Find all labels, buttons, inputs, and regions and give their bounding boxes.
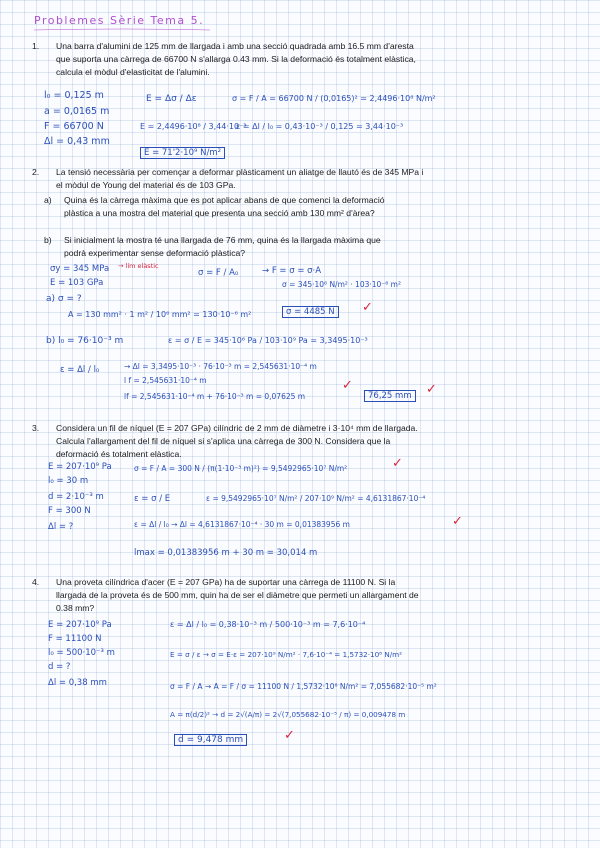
p1-given-2: F = 66700 N — [44, 121, 104, 132]
p3-given-3: F = 300 N — [48, 506, 91, 516]
p2-b4: → Δl = 3,3495·10⁻³ · 76·10⁻³ m = 2,545631·10⁻⁴ m — [124, 362, 317, 371]
p4-given-3: d = ? — [48, 662, 71, 672]
p1-answer: E = 71'2·10⁹ N/m² — [140, 147, 225, 159]
problem-number: 1. — [32, 41, 40, 51]
p2-b2: ε = σ / E = 345·10⁶ Pa / 103·10⁹ Pa = 3,3495·10⁻³ — [168, 336, 368, 345]
p2-b3: ε = Δl / l₀ — [60, 365, 100, 375]
p4-given-2: l₀ = 500·10⁻³ m — [48, 648, 115, 658]
p3-s5: lmax = 0,01383956 m + 30 m = 30,014 m — [134, 548, 318, 558]
problem-2-b-label: b) — [44, 235, 52, 245]
problem-number: 2. — [32, 167, 40, 177]
problem-4 — [32, 576, 432, 618]
p2-b-answer: 76,25 mm — [364, 390, 416, 402]
p2-b6: lf = 2,545631·10⁻⁴ m + 76·10⁻³ m = 0,07625 m — [124, 392, 306, 401]
p4-given-4: Δl = 0,38 mm — [48, 678, 107, 688]
p4-s2: E = σ / ε → σ = E·ε = 207·10⁹ N/m² · 7,6·10⁻⁴ = 1,5732·10⁸ N/m² — [170, 650, 403, 659]
check-icon: ✓ — [426, 382, 437, 397]
p4-given-1: F = 11100 N — [48, 634, 102, 644]
p3-s3: ε = 9,5492965·10⁷ N/m² / 207·10⁹ N/m² = 4,6131867·10⁻⁴ — [206, 494, 426, 503]
p2-a-answer: σ = 4485 N — [282, 306, 339, 318]
p3-s4: ε = Δl / l₀ → Δl = 4,6131867·10⁻⁴ · 30 m = 0,01383956 m — [134, 520, 350, 529]
p2-b5: l f = 2,545631·10⁻⁴ m — [124, 376, 207, 385]
p2-g1: σy = 345 MPa — [50, 264, 110, 274]
problem-1 — [32, 40, 432, 82]
check-icon: ✓ — [342, 378, 353, 393]
problem-2-b-text: Si inicialment la mostra té una llargada de 76 mm, quina és la llargada màxima que podrà experimentar sense deformació plàstica? — [64, 235, 381, 258]
p3-s2: ε = σ / E — [134, 494, 171, 504]
p4-answer: d = 9,478 mm — [174, 734, 247, 746]
problem-number: 3. — [32, 423, 40, 433]
p3-given-2: d = 2·10⁻³ m — [48, 492, 104, 502]
page-title: Problemes Sèrie Tema 5. — [34, 14, 205, 27]
p3-s1: σ = F / A = 300 N / (π(1·10⁻³ m)²) = 9,5492965·10⁷ N/m² — [134, 464, 348, 473]
p4-s4: A = π(d/2)² → d = 2√(A/π) = 2√(7,055682·10⁻⁵ / π) = 0,009478 m — [170, 710, 406, 719]
p2-b1: b) l₀ = 76·10⁻³ m — [46, 336, 124, 346]
p2-s2: → F = σ = σ·A — [262, 266, 322, 276]
problem-2-a-text: Quina és la càrrega màxima que es pot aplicar abans de que comenci la deformació plàstica a una mostra del material que presenta una secció amb 130 mm² d'àrea? — [64, 195, 385, 218]
check-icon: ✓ — [284, 728, 295, 743]
problem-text: Una barra d'alumini de 125 mm de llargada i amb una secció quadrada amb 16.5 mm d'aresta que suporta una càrrega de 66700 N s'allarga 0.43 mm. Si la deformació és totalment elàstica, calcula el mòdul d'elasticitat de l'alumini. — [56, 41, 416, 77]
p2-a-question: a) σ = ? — [46, 294, 82, 304]
p3-given-4: Δl = ? — [48, 522, 74, 532]
problem-number: 4. — [32, 577, 40, 587]
problem-3 — [32, 422, 432, 464]
p2-s1: σ = F / A₀ — [198, 268, 239, 278]
p1-e2: σ = F / A = 66700 N / (0,0165)² = 2,4496·10⁸ N/m² — [232, 94, 436, 103]
p1-e3: E = 2,4496·10⁸ / 3,44·10⁻³ — [140, 122, 247, 131]
check-icon: ✓ — [392, 456, 403, 471]
p1-given-1: a = 0,0165 m — [44, 106, 110, 117]
problem-text: La tensió necessària per començar a deformar plàsticament un aliatge de llautó és de 345 MPa i el mòdul de Young del material és de 103 GPa. — [56, 167, 424, 190]
p1-given-3: Δl = 0,43 mm — [44, 136, 110, 147]
p4-s1: ε = Δl / l₀ = 0,38·10⁻³ m / 500·10⁻³ m = 7,6·10⁻⁴ — [170, 620, 366, 629]
problem-2 — [32, 166, 432, 194]
p2-s3: σ = 345·10⁶ N/m² · 103·10⁻⁶ m² — [282, 280, 401, 289]
p3-given-0: E = 207·10⁹ Pa — [48, 462, 112, 472]
p2-a-area: A = 130 mm² · 1 m² / 10⁶ mm² = 130·10⁻⁶ m² — [68, 310, 252, 319]
check-icon: ✓ — [452, 514, 463, 529]
p3-given-1: l₀ = 30 m — [48, 476, 89, 486]
p1-given-0: l₀ = 0,125 m — [44, 90, 104, 101]
problem-text: Una proveta cilíndrica d'acer (E = 207 GPa) ha de suportar una càrrega de 11100 N. Si la llargada de la proveta és de 500 mm, quin ha de ser el diàmetre que permeti un allargament de 0.38 mm? — [56, 577, 419, 613]
check-icon: ✓ — [362, 300, 373, 315]
p1-e1: E = Δσ / Δε — [146, 94, 197, 104]
p4-s3: σ = F / A → A = F / σ = 11100 N / 1,5732·10⁸ N/m² = 7,055682·10⁻⁵ m² — [170, 682, 437, 691]
p4-given-0: E = 207·10⁹ Pa — [48, 620, 112, 630]
p2-g2: E = 103 GPa — [50, 278, 104, 288]
p2-lim: → lím elàstic — [118, 262, 159, 270]
problem-2-a-label: a) — [44, 195, 52, 205]
p1-e4: ε = Δl / l₀ = 0,43·10⁻³ / 0,125 = 3,44·10⁻³ — [236, 122, 404, 131]
problem-text: Considera un fil de níquel (E = 207 GPa) cilíndric de 2 mm de diàmetre i 3·10⁴ mm de llargada. Calcula l'allargament del fil de níquel si s'aplica una càrrega de 300 N. Considera que la deformació és totalment elàstica. — [56, 423, 418, 459]
